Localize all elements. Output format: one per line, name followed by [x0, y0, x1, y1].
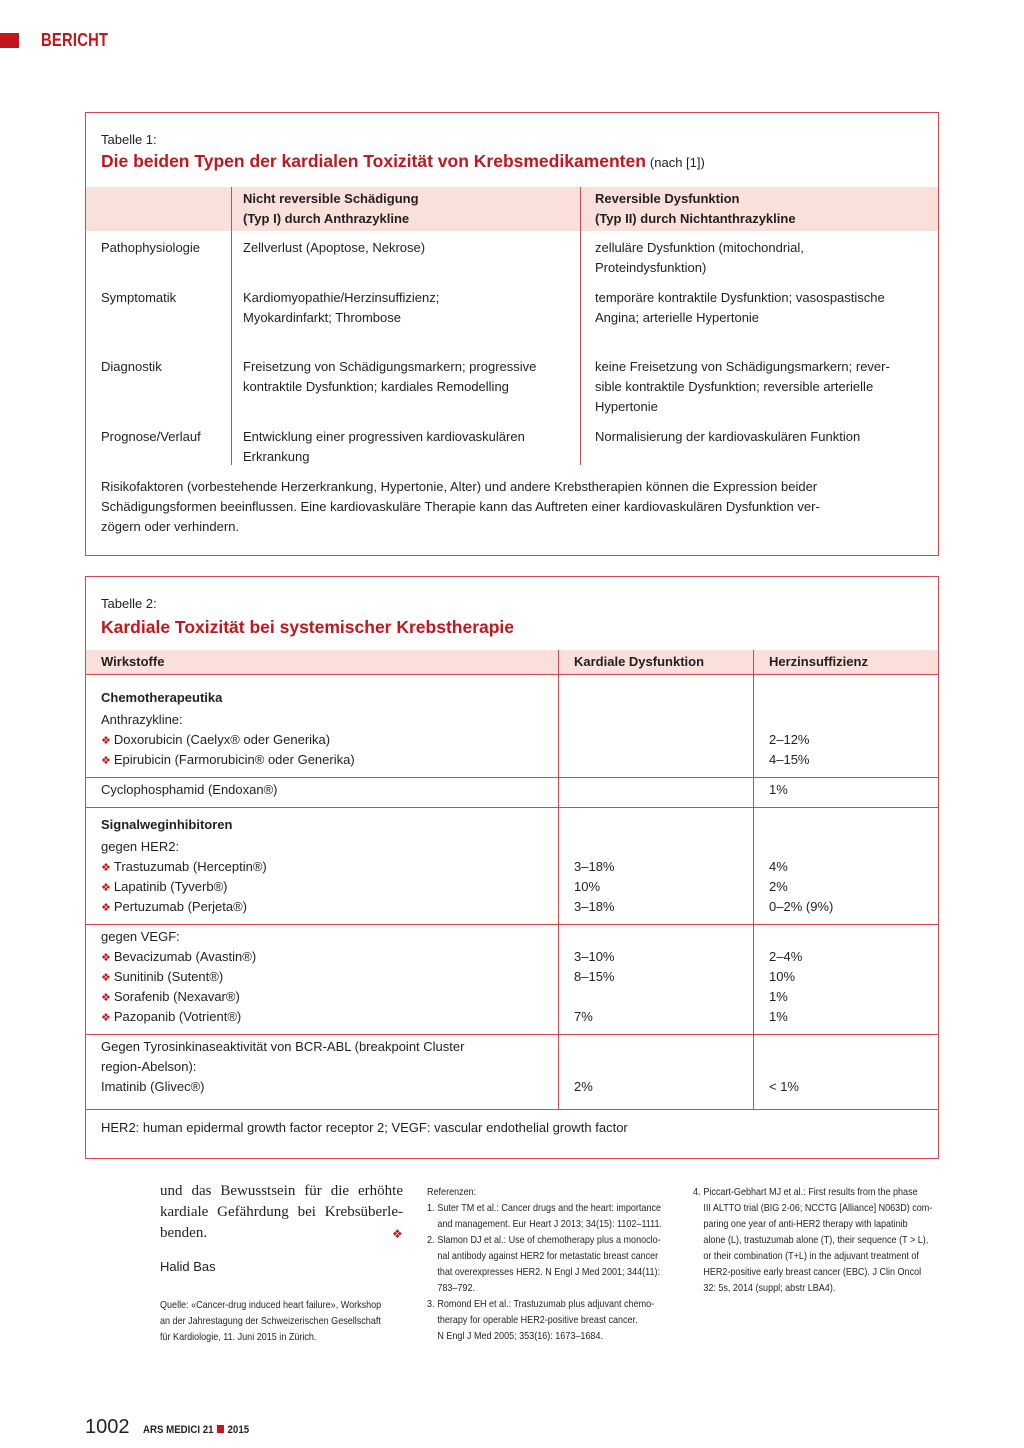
drug-herzinsuffizienz: 10%: [769, 969, 796, 984]
reference-line: alone (L), trastuzumab alone (T), their sequence (T > L),: [703, 1234, 929, 1246]
drug-name: Pertuzumab (Perjeta®): [113, 899, 248, 914]
cell-line: temporäre kontraktile Dysfunktion; vasospastische: [595, 290, 885, 305]
reference-item: [693, 1184, 937, 1296]
drug-kardiale-dysfunktion: 10%: [574, 879, 601, 894]
table-2-drug-row: [101, 877, 228, 898]
drug-herzinsuffizienz: 2%: [769, 879, 788, 894]
table-1-col-divider-2: [580, 187, 581, 465]
table-1-footnote: [101, 477, 921, 537]
table-2-rule: [86, 674, 938, 675]
table-1-cell: [243, 427, 525, 467]
cell-line: Myokardinfarkt; Thrombose: [243, 310, 401, 325]
table-1-row-label: Prognose/Verlauf: [101, 429, 201, 444]
table-1-row-label: Pathophysiologie: [101, 240, 201, 255]
drug-herzinsuffizienz: 2–4%: [769, 949, 803, 964]
table-2-subgroup: Anthrazykline:: [101, 712, 183, 727]
source-line: für Kardiologie, 11. Juni 2015 in Zürich.: [160, 1331, 317, 1343]
section-heading: BERICHT: [41, 30, 109, 50]
table-2-rule: [86, 924, 938, 925]
footnote-line: zögern oder verhindern.: [101, 519, 240, 534]
bullet-diamond-icon: ❖: [101, 755, 111, 767]
subgroup-line: Gegen Tyrosinkinaseaktivität von BCR-ABL (breakpoint Cluster: [101, 1039, 465, 1054]
reference-item: [427, 1232, 673, 1296]
cell-line: Angina; arterielle Hypertonie: [595, 310, 760, 325]
drug-name: Trastuzumab (Herceptin®): [113, 859, 267, 874]
table-2-header-wirkstoffe: Wirkstoffe: [101, 654, 165, 669]
table-1-title-ref: (nach [1]): [649, 155, 705, 170]
journal-year: 2015: [227, 1424, 250, 1436]
table-2-subgroup: [101, 1037, 464, 1077]
cell-line: kontraktile Dysfunktion; kardiales Remodelling: [243, 379, 509, 394]
table-1-title: [101, 151, 705, 172]
cell-line: Proteindysfunktion): [595, 260, 707, 275]
drug-herzinsuffizienz: 0–2% (9%): [769, 899, 834, 914]
table-2-rule: [86, 1109, 938, 1110]
cell-line: sible kontraktile Dysfunktion; reversible arterielle: [595, 379, 874, 394]
table-2-rule: [86, 777, 938, 778]
footer-square-icon: [217, 1425, 224, 1433]
drug-name: Imatinib (Glivec®): [101, 1079, 205, 1094]
drug-kardiale-dysfunktion: 3–18%: [574, 899, 615, 914]
table-2-group-heading: Signalweginhibitoren: [101, 817, 233, 832]
reference-number: 3.: [427, 1298, 435, 1310]
source-line: Quelle: «Cancer-drug induced heart failure», Workshop: [160, 1299, 382, 1311]
article-body-end: [160, 1181, 403, 1244]
cell-line: Hypertonie: [595, 399, 658, 414]
bullet-diamond-icon: ❖: [101, 882, 111, 894]
reference-item: [427, 1296, 673, 1344]
table-1-cell: [595, 288, 885, 328]
table-1-cell: [595, 357, 890, 417]
table-2-header-kardiale-dysfunktion: Kardiale Dysfunktion: [574, 654, 705, 669]
journal-name: ARS MEDICI 21: [143, 1424, 214, 1436]
bullet-diamond-icon: ❖: [101, 1012, 111, 1024]
drug-kardiale-dysfunktion: 2%: [574, 1079, 593, 1094]
references-col-1: [427, 1184, 673, 1344]
cell-line: keine Freisetzung von Schädigungsmarkern; rever-: [595, 359, 890, 374]
drug-herzinsuffizienz: < 1%: [769, 1079, 799, 1094]
bullet-diamond-icon: ❖: [101, 902, 111, 914]
table-2-title: Kardiale Toxizität bei systemischer Krebstherapie: [101, 617, 515, 637]
references-col-2: [693, 1184, 937, 1296]
reference-line: III ALTTO trial (BIG 2-06; NCCTG [Alliance] N063D) com-: [703, 1202, 933, 1214]
table-2-footnote: HER2: human epidermal growth factor receptor 2; VEGF: vascular endothelial growth factor: [101, 1120, 628, 1135]
cell-line: Zellverlust (Apoptose, Nekrose): [243, 240, 426, 255]
table-1-header-row: [86, 187, 938, 231]
cell-line: Kardiomyopathie/Herzinsuffizienz;: [243, 290, 440, 305]
drug-kardiale-dysfunktion: 3–18%: [574, 859, 615, 874]
drug-herzinsuffizienz: 4–15%: [769, 752, 810, 767]
table-1-cell: [595, 427, 860, 447]
bullet-diamond-icon: ❖: [101, 972, 111, 984]
cell-line: Erkrankung: [243, 449, 310, 464]
drug-name: Bevacizumab (Avastin®): [113, 949, 257, 964]
table-2-rule: [86, 807, 938, 808]
table-1-cell: [243, 357, 536, 397]
table-2-drug-row: [101, 987, 240, 1008]
table-1-row-label: Diagnostik: [101, 359, 162, 374]
table-2-header-herzinsuffizienz: Herzinsuffizienz: [769, 654, 868, 669]
table-1-col2-header-line: Reversible Dysfunktion: [595, 191, 740, 206]
table-1-col2-header-line: (Typ II) durch Nichtanthrazykline: [595, 211, 796, 226]
reference-line: or their combination (T+L) in the adjuvant treatment of: [703, 1250, 919, 1262]
table-2-drug-row: [101, 750, 355, 771]
table-2-drug-row: [101, 730, 330, 751]
subgroup-line: region-Abelson):: [101, 1059, 197, 1074]
page-number: 1002: [85, 1416, 130, 1438]
reference-line: Piccart-Gebhart MJ et al.: First results from the phase: [703, 1186, 918, 1198]
table-1-caption: Tabelle 1:: [101, 132, 157, 147]
drug-name: Epirubicin (Farmorubicin® oder Generika): [113, 752, 355, 767]
reference-line: 783–792.: [437, 1282, 475, 1294]
drug-herzinsuffizienz: 1%: [769, 989, 788, 1004]
table-1-col-divider-1: [231, 187, 232, 465]
drug-name: Sunitinib (Sutent®): [113, 969, 224, 984]
reference-line: and management. Eur Heart J 2013; 34(15): 1102–1111.: [437, 1218, 663, 1230]
drug-herzinsuffizienz: 1%: [769, 1009, 788, 1024]
table-2-col-divider-1: [558, 650, 559, 1110]
table-2-drug-row: [101, 967, 223, 988]
footnote-line: Schädigungsformen beeinflussen. Eine kardiovaskuläre Therapie kann das Auftreten einer kardiovaskulären Dysfunktion ver-: [101, 499, 820, 514]
article-source: [160, 1297, 409, 1345]
table-1-cell: [243, 238, 425, 258]
drug-name: Lapatinib (Tyverb®): [113, 879, 228, 894]
table-2: [85, 576, 939, 1159]
table-2-caption: Tabelle 2:: [101, 596, 157, 611]
table-1-col1-header-line: (Typ I) durch Anthrazykline: [243, 211, 410, 226]
table-2-col-divider-2: [753, 650, 754, 1110]
article-end-diamond-icon: ❖: [392, 1227, 403, 1241]
source-line: an der Jahrestagung der Schweizerischen Gesellschaft: [160, 1315, 381, 1327]
footnote-line: Risikofaktoren (vorbestehende Herzerkrankung, Hypertonie, Alter) und andere Krebstherapien können die Expression beider: [101, 479, 818, 494]
references-heading: Referenzen:: [427, 1186, 477, 1198]
drug-name: Sorafenib (Nexavar®): [113, 989, 240, 1004]
drug-kardiale-dysfunktion: 3–10%: [574, 949, 615, 964]
cell-line: zelluläre Dysfunktion (mitochondrial,: [595, 240, 804, 255]
reference-line: 32: 5s, 2014 (suppl; abstr LBA4).: [703, 1282, 836, 1294]
table-2-group-heading: Chemotherapeutika: [101, 690, 223, 705]
table-1-col1-header-line: Nicht reversible Schädigung: [243, 191, 419, 206]
drug-kardiale-dysfunktion: 8–15%: [574, 969, 615, 984]
reference-item: [427, 1200, 673, 1232]
bullet-diamond-icon: ❖: [101, 735, 111, 747]
reference-line: Romond EH et al.: Trastuzumab plus adjuvant chemo-: [437, 1298, 655, 1310]
table-1: [85, 112, 939, 556]
cell-line: Entwicklung einer progressiven kardiovaskulären: [243, 429, 525, 444]
table-2-drug-row: [101, 857, 267, 878]
table-1-title-text: Die beiden Typen der kardialen Toxizität von Krebsmedikamenten: [101, 151, 646, 171]
reference-number: 4.: [693, 1186, 701, 1198]
table-1-cell: [243, 288, 439, 328]
reference-line: Slamon DJ et al.: Use of chemotherapy plus a monoclo-: [437, 1234, 661, 1246]
reference-line: that overexpresses HER2. N Engl J Med 2001; 344(11):: [437, 1266, 661, 1278]
table-1-row-label: Symptomatik: [101, 290, 177, 305]
table-2-drug-row: [101, 897, 247, 918]
cell-line: Freisetzung von Schädigungsmarkern; progressive: [243, 359, 537, 374]
reference-line: HER2-positive early breast cancer (EBC). J Clin Oncol: [703, 1266, 922, 1278]
drug-name: Doxorubicin (Caelyx® oder Generika): [113, 732, 331, 747]
body-line: kardiale Gefährdung bei Krebsüberle-: [160, 1204, 403, 1220]
cell-line: Normalisierung der kardiovaskulären Funktion: [595, 429, 861, 444]
reference-line: N Engl J Med 2005; 353(16): 1673–1684.: [437, 1330, 603, 1342]
body-line: und das Bewusstsein für die erhöhte: [160, 1183, 403, 1199]
table-1-cell: [595, 238, 804, 278]
article-author: Halid Bas: [160, 1259, 216, 1274]
journal-footer: [143, 1424, 249, 1436]
drug-herzinsuffizienz: 2–12%: [769, 732, 810, 747]
reference-line: Suter TM et al.: Cancer drugs and the heart: importance: [437, 1202, 662, 1214]
bullet-diamond-icon: ❖: [101, 952, 111, 964]
table-1-col2-header: [595, 189, 796, 229]
bullet-diamond-icon: ❖: [101, 862, 111, 874]
reference-number: 1.: [427, 1202, 435, 1214]
body-line: benden.: [160, 1225, 208, 1241]
drug-name: Cyclophosphamid (Endoxan®): [101, 782, 278, 797]
table-2-subgroup: gegen VEGF:: [101, 929, 180, 944]
reference-line: nal antibody against HER2 for metastatic breast cancer: [437, 1250, 659, 1262]
table-2-subgroup: gegen HER2:: [101, 839, 180, 854]
bullet-diamond-icon: ❖: [101, 992, 111, 1004]
section-color-mark: [0, 33, 19, 48]
drug-kardiale-dysfunktion: 7%: [574, 1009, 593, 1024]
drug-herzinsuffizienz: 4%: [769, 859, 788, 874]
drug-herzinsuffizienz: 1%: [769, 782, 788, 797]
reference-line: paring one year of anti-HER2 therapy with lapatinib: [703, 1218, 908, 1230]
table-2-rule: [86, 1034, 938, 1035]
table-2-drug-row: [101, 1007, 241, 1028]
reference-line: therapy for operable HER2-positive breast cancer.: [437, 1314, 638, 1326]
reference-number: 2.: [427, 1234, 435, 1246]
table-1-col1-header: [243, 189, 419, 229]
table-2-drug-row: [101, 947, 256, 968]
drug-name: Pazopanib (Votrient®): [113, 1009, 242, 1024]
